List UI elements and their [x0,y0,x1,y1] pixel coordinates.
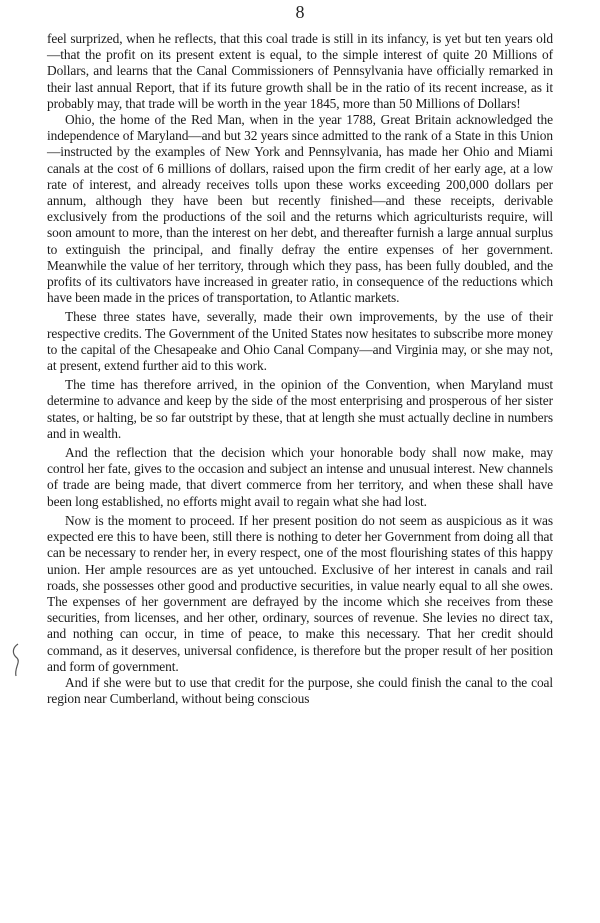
paragraph-continuation: feel surprized, when he reflects, that this coal trade is still in its infancy, is yet but ten years old—that the profit on its present extent is equal, to the simple interest of quite 20 Millions of Dollars, and learns that the Canal Commissioners of Pennsylvania have officially remarked in their last annual Report, that if its future growth shall be in the ratio of its recent increase, as it probably may, that trade will be worth in the year 1845, more than 50 Millions of Dollars! [47,31,553,111]
paragraph-time-arrived: The time has therefore arrived, in the opinion of the Convention, when Maryland must determine to advance and keep by the side of the most enterprising and prosperous of her sister states, or halting, be so far outstript by these, that at length she must actually decline in numbers and in wealth. [47,377,553,441]
page-number: 8 [295,2,305,22]
paragraph-three-states: These three states have, severally, made their own improvements, by the use of their respective credits. The Government of the United States now hesitates to subscribe more money to the capital of the Chesapeake and Ohio Canal Company—and Virginia may, or she may not, at present, extend further aid to this work. [47,309,553,374]
paragraph-reflection: And the reflection that the decision which your honorable body shall now make, may control her fate, gives to the occasion and subject an intense and unusual interest. New channels of trade are being made, that divert commerce from her territory, and when these shall have been long established, no efforts might avail to regain what she had lost. [47,445,553,509]
paragraph-credit-canal: And if she were but to use that credit for the purpose, she could finish the canal to the coal region near Cumberland, without being conscious [47,674,553,707]
document-body [47,31,553,707]
paragraph-ohio: Ohio, the home of the Red Man, when in the year 1788, Great Britain acknowledged the independence of Maryland—and but 32 years since admitted to the rank of a State in this Union—instructed by the examples of New York and Pennsylvania, has made her Ohio and Miami canals at the cost of 6 millions of dollars, raised upon the firm credit of her early age, at a low rate of interest, and already receives tolls upon these works exceeding 200,000 dollars per annum, although they have been but recently finished—and these receipts, derivable exclusively from the productions of the soil and the returns which agriculturists require, will soon amount to more, than the interest on her debt, and thereafter furnish a large annual surplus to extinguish the principal, and finally defray the entire expenses of her government. Meanwhile the value of her territory, through which they pass, has been fully doubled, and the profits of its cultivators have increased in greater ratio, in consequence of the reductions which have been made in the prices of transportation, to Atlantic markets. [47,112,553,306]
margin-pencil-mark [8,642,24,682]
paragraph-now-is-the-moment: Now is the moment to proceed. If her present position do not seem as auspicious as it was expected ere this to have been, still there is nothing to deter her Government from doing all that can be necessary to render her, in every respect, one of the most flourishing states of this happy union. Her ample resources are as yet untouched. Exclusive of her interest in canals and rail roads, she possesses other good and productive securities, in value nearly equal to all she owes. The expenses of her government are defrayed by the income which she receives from these securities, from licenses, and her other, ordinary, sources of revenue. She levies no direct tax, and nothing can occur, in time of peace, to make this necessary. That her credit should command, as it deserves, universal confidence, is therefore but the proper result of her position and form of government. [47,512,553,674]
